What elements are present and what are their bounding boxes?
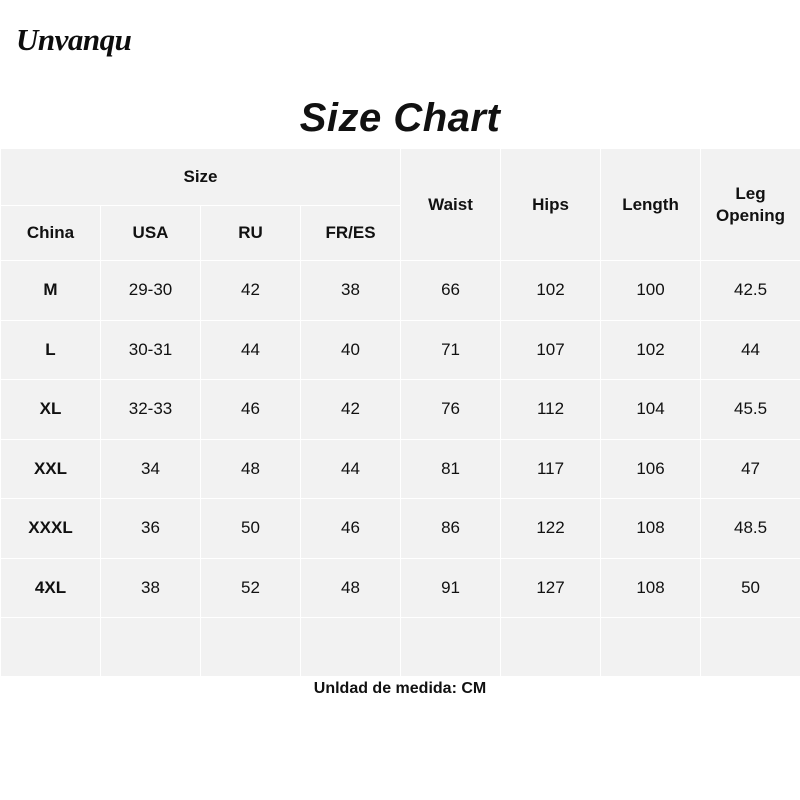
cell-hips: 102 [501, 261, 601, 321]
cell-size-label: XL [1, 380, 101, 440]
cell-fr-es: 46 [301, 499, 401, 559]
cell-size-label: XXL [1, 439, 101, 499]
table-body [1, 261, 800, 677]
cell-hips: 117 [501, 439, 601, 499]
cell-fr-es: 48 [301, 558, 401, 618]
table-row [1, 439, 800, 499]
page-title: Size Chart [299, 96, 501, 140]
column-header-hips: Hips [501, 149, 601, 261]
cell-empty [1, 618, 101, 677]
cell-hips: 122 [501, 499, 601, 559]
cell-leg-opening: 50 [701, 558, 800, 618]
column-header-fr-es: FR/ES [301, 206, 401, 261]
cell-leg-opening: 48.5 [701, 499, 800, 559]
cell-ru: 50 [201, 499, 301, 559]
cell-fr-es: 40 [301, 320, 401, 380]
cell-leg-opening: 42.5 [701, 261, 800, 321]
cell-ru: 44 [201, 320, 301, 380]
cell-hips: 112 [501, 380, 601, 440]
column-header-leg-opening [701, 149, 800, 261]
cell-fr-es: 38 [301, 261, 401, 321]
cell-ru: 52 [201, 558, 301, 618]
cell-fr-es: 44 [301, 439, 401, 499]
cell-waist: 76 [401, 380, 501, 440]
cell-empty [301, 618, 401, 677]
table-row [1, 499, 800, 559]
table-row [1, 261, 800, 321]
table-row [1, 320, 800, 380]
cell-waist: 81 [401, 439, 501, 499]
cell-leg-opening: 45.5 [701, 380, 800, 440]
cell-usa: 32-33 [101, 380, 201, 440]
column-header-waist: Waist [401, 149, 501, 261]
cell-empty [501, 618, 601, 677]
cell-length: 100 [601, 261, 701, 321]
cell-length: 108 [601, 499, 701, 559]
cell-hips: 127 [501, 558, 601, 618]
table-head [1, 149, 800, 261]
cell-waist: 86 [401, 499, 501, 559]
cell-length: 104 [601, 380, 701, 440]
cell-empty [701, 618, 800, 677]
cell-usa: 36 [101, 499, 201, 559]
cell-size-label: L [1, 320, 101, 380]
cell-empty [401, 618, 501, 677]
cell-usa: 34 [101, 439, 201, 499]
cell-size-label: XXXL [1, 499, 101, 559]
cell-length: 108 [601, 558, 701, 618]
cell-size-label: M [1, 261, 101, 321]
brand-logo: Unvanqu [16, 22, 132, 57]
cell-fr-es: 42 [301, 380, 401, 440]
cell-length: 102 [601, 320, 701, 380]
cell-empty [601, 618, 701, 677]
cell-empty [201, 618, 301, 677]
size-table [0, 148, 800, 677]
cell-waist: 71 [401, 320, 501, 380]
cell-usa: 29-30 [101, 261, 201, 321]
cell-ru: 46 [201, 380, 301, 440]
column-header-ru: RU [201, 206, 301, 261]
cell-ru: 42 [201, 261, 301, 321]
unit-of-measure-note: Unldad de medida: CM [313, 680, 487, 697]
cell-waist: 66 [401, 261, 501, 321]
leg-opening-line-2: Opening [716, 205, 785, 225]
cell-usa: 38 [101, 558, 201, 618]
cell-empty [101, 618, 201, 677]
cell-ru: 48 [201, 439, 301, 499]
column-header-length: Length [601, 149, 701, 261]
cell-leg-opening: 47 [701, 439, 800, 499]
cell-usa: 30-31 [101, 320, 201, 380]
size-table-wrapper [0, 148, 800, 677]
column-group-size: Size [1, 149, 401, 206]
cell-length: 106 [601, 439, 701, 499]
table-row-empty [1, 618, 800, 677]
table-row [1, 558, 800, 618]
column-header-china: China [1, 206, 101, 261]
table-header-group-row [1, 149, 800, 206]
leg-opening-line-1: Leg [735, 184, 766, 204]
column-header-usa: USA [101, 206, 201, 261]
cell-hips: 107 [501, 320, 601, 380]
cell-leg-opening: 44 [701, 320, 800, 380]
table-row [1, 380, 800, 440]
cell-size-label: 4XL [1, 558, 101, 618]
cell-waist: 91 [401, 558, 501, 618]
